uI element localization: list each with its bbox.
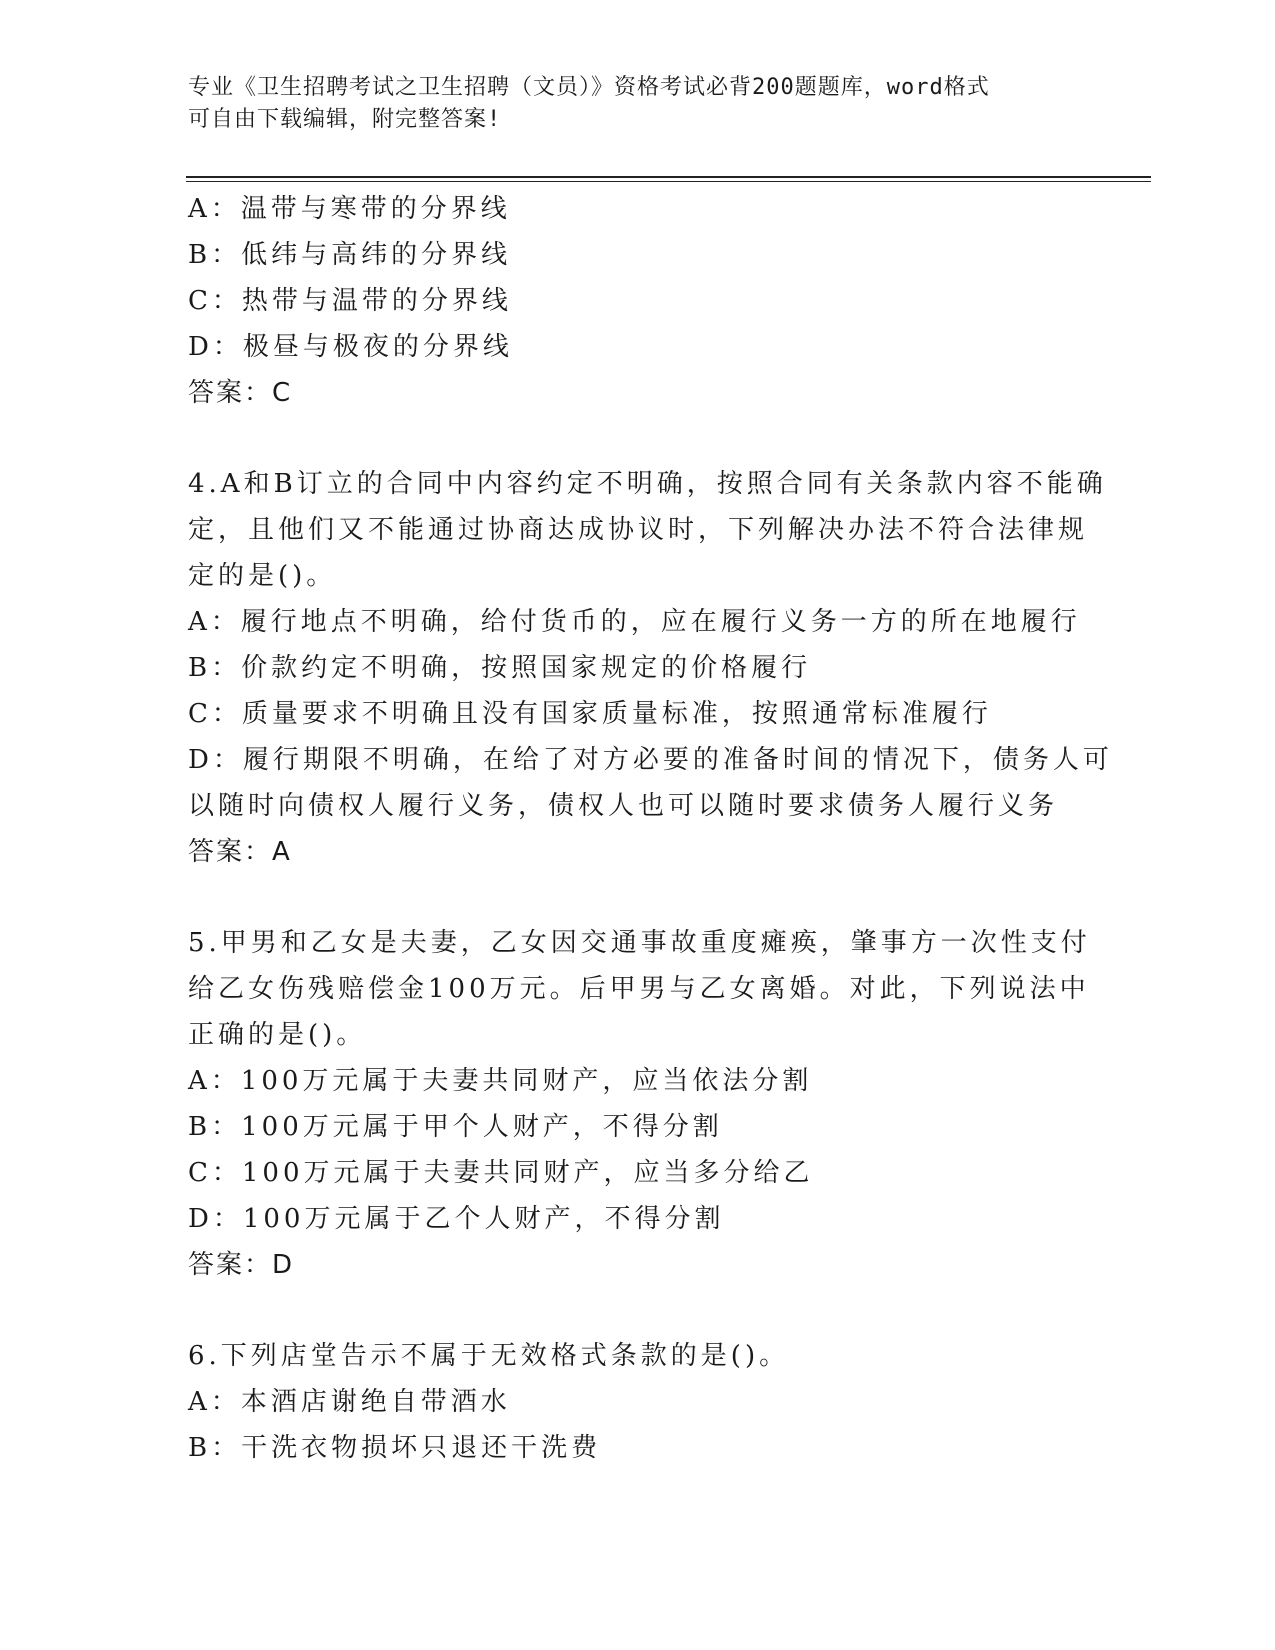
- option-d: D：极昼与极夜的分界线: [188, 332, 513, 362]
- question-6: [188, 1333, 1088, 1471]
- option-d: D：履行期限不明确，在给了对方必要的准备时间的情况下，债务人可: [188, 745, 1113, 775]
- option-a: A：履行地点不明确，给付货币的，应在履行义务一方的所在地履行: [188, 607, 1081, 637]
- header-line-1: 专业《卫生招聘考试之卫生招聘（文员）》资格考试必背200题题库，word格式: [188, 75, 990, 100]
- spacer: [188, 1288, 1088, 1333]
- answer-line: 答案：C: [188, 378, 293, 408]
- question-4: [188, 461, 1113, 875]
- option-a: A：温带与寒带的分界线: [188, 194, 511, 224]
- option-b: B：100万元属于甲个人财产，不得分割: [188, 1112, 723, 1142]
- option-c: C：100万元属于夫妻共同财产，应当多分给乙: [188, 1158, 814, 1188]
- question-stem: 正确的是()。: [188, 1020, 367, 1050]
- question-stem: 6.下列店堂告示不属于无效格式条款的是()。: [188, 1341, 790, 1371]
- option-c: C：热带与温带的分界线: [188, 286, 512, 316]
- question-5: [188, 920, 1091, 1288]
- option-b: B：价款约定不明确，按照国家规定的价格履行: [188, 653, 812, 683]
- answer-line: 答案：A: [188, 837, 292, 867]
- spacer: [188, 875, 1088, 920]
- question-3: [188, 186, 1088, 416]
- spacer: [188, 416, 1088, 461]
- option-b: B：低纬与高纬的分界线: [188, 240, 512, 270]
- header-line-2: 可自由下载编辑，附完整答案!: [188, 107, 502, 132]
- option-a: A：100万元属于夫妻共同财产，应当依法分割: [188, 1066, 813, 1096]
- option-d-continued: 以随时向债权人履行义务，债权人也可以随时要求债务人履行义务: [188, 791, 1059, 821]
- option-c: C：质量要求不明确且没有国家质量标准，按照通常标准履行: [188, 699, 992, 729]
- answer-line: 答案：D: [188, 1250, 295, 1280]
- option-d: D：100万元属于乙个人财产，不得分割: [188, 1204, 725, 1234]
- question-stem: 5.甲男和乙女是夫妻，乙女因交通事故重度瘫痪，肇事方一次性支付: [188, 928, 1091, 958]
- option-a: A：本酒店谢绝自带酒水: [188, 1387, 511, 1417]
- question-stem: 4.A和B订立的合同中内容约定不明确，按照合同有关条款内容不能确: [188, 469, 1107, 499]
- page-header: [188, 72, 1068, 136]
- question-stem: 定的是()。: [188, 561, 337, 591]
- option-b: B：干洗衣物损坏只退还干洗费: [188, 1433, 602, 1463]
- question-stem: 定，且他们又不能通过协商达成协议时，下列解决办法不符合法律规: [188, 515, 1089, 545]
- question-stem: 给乙女伤残赔偿金100万元。后甲男与乙女离婚。对此，下列说法中: [188, 974, 1090, 1004]
- header-divider: [186, 176, 1151, 182]
- question-list: [188, 186, 1113, 1471]
